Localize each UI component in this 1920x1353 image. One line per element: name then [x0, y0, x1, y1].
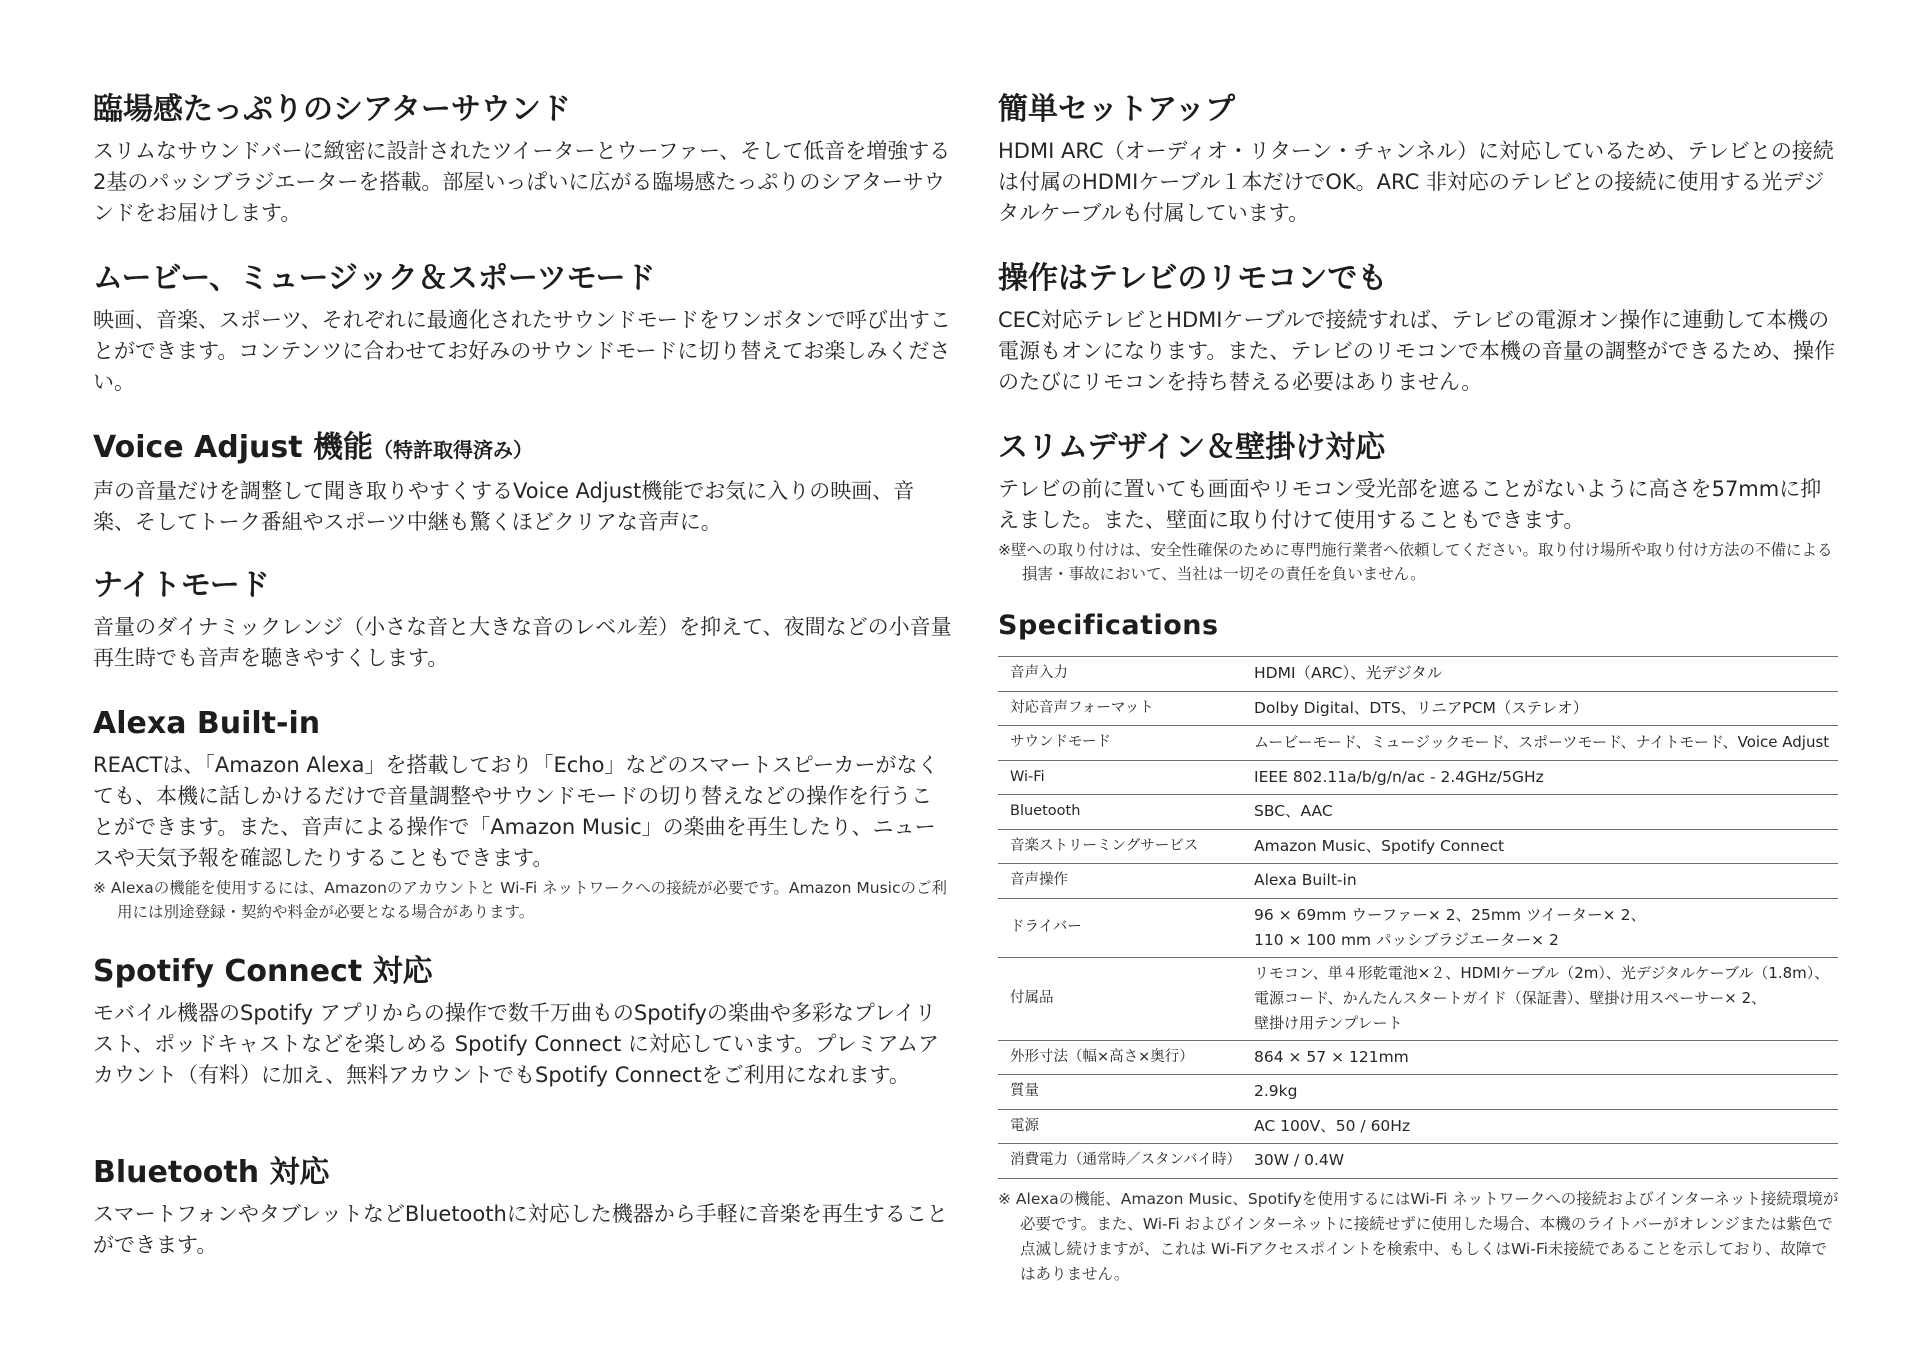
spec-key: 音楽ストリーミングサービス: [1010, 837, 1199, 854]
spec-key: 音声操作: [1010, 872, 1068, 889]
table-row: [998, 760, 1838, 795]
section-title-sub: （特許取得済み）: [373, 438, 534, 462]
section-alexa: [93, 704, 953, 924]
section-slim-design: [998, 428, 1840, 586]
spec-value: HDMI（ARC）、光デジタル: [1254, 664, 1443, 683]
section-easy-setup: [998, 90, 1840, 229]
spec-value: Alexa Built-in: [1254, 871, 1357, 890]
spec-value: SBC、AAC: [1254, 802, 1333, 821]
table-row: [998, 657, 1838, 692]
section-theater-sound: [93, 90, 953, 229]
section-title: Alexa Built-in: [93, 706, 321, 741]
table-row: [998, 829, 1838, 864]
section-body: モバイル機器のSpotify アプリからの操作で数千万曲ものSpotifyの楽曲や多彩なプレイリスト、ポッドキャストなどを楽しめる Spotify Connect に対応しています。プレミアムアカウント（有料）に加え、無料アカウントでもSpotify Connectをご利用になれます。: [93, 1001, 940, 1087]
spec-value-line: 110 × 100 mm パッシブラジエーター× 2: [1254, 930, 1559, 949]
table-row: [998, 1109, 1838, 1144]
section-body: 声の音量だけを調整して聞き取りやすくするVoice Adjust機能でお気に入りの映画、音楽、そしてトーク番組やスポーツ中継も驚くほどクリアな音声に。: [93, 479, 915, 534]
spec-key: 質量: [1010, 1083, 1039, 1100]
spec-value: Dolby Digital、DTS、リニアPCM（ステレオ）: [1254, 698, 1589, 717]
spec-value-line: 壁掛け用テンプレート: [1254, 1014, 1403, 1032]
spec-value: [1242, 898, 1838, 957]
specifications-title: Specifications: [998, 610, 1219, 641]
spec-key: 外形寸法（幅×高さ×奥行）: [1010, 1048, 1194, 1065]
section-title: [93, 428, 953, 470]
spec-key: ドライバー: [1010, 919, 1082, 935]
spec-key: 音声入力: [1010, 665, 1068, 682]
table-row: [998, 1075, 1838, 1110]
section-bluetooth: [93, 1153, 953, 1261]
section-tv-remote: [998, 259, 1840, 398]
section-sound-modes: [93, 259, 953, 398]
spec-key: 消費電力（通常時／スタンバイ時）: [1010, 1152, 1241, 1169]
spec-key: 付属品: [1010, 990, 1054, 1006]
spec-value: 2.9kg: [1254, 1082, 1298, 1101]
spec-value: IEEE 802.11a/b/g/n/ac - 2.4GHz/5GHz: [1254, 767, 1544, 786]
section-title-main: Voice Adjust 機能: [93, 430, 374, 465]
table-row: [998, 898, 1838, 957]
section-body: HDMI ARC（オーディオ・リターン・チャンネル）に対応しているため、テレビとの接続は付属のHDMIケーブル１本だけでOK。ARC 非対応のテレビとの接続に使用する光デジタルケーブルも付属しています。: [998, 139, 1834, 225]
spec-value-line: リモコン、単４形乾電池×２、HDMIケーブル（2m）、光デジタルケーブル（1.8m）、: [1254, 964, 1830, 982]
table-row: [998, 1144, 1838, 1179]
section-night-mode: [93, 566, 953, 674]
section-note: ※ Alexaの機能を使用するには、Amazonのアカウントと Wi-Fi ネットワークへの接続が必要です。Amazon Musicのご利用には別途登録・契約や料金が必要となる場合があります。: [93, 879, 948, 921]
spec-value: ムービーモード、ミュージックモード、スポーツモード、ナイトモード、Voice Adjust: [1254, 733, 1830, 752]
section-title: Bluetooth 対応: [93, 1155, 330, 1190]
section-title: ムービー、ミュージック＆スポーツモード: [93, 261, 656, 296]
section-body: テレビの前に置いても画面やリモコン受光部を遮ることがないように高さを57mmに抑えました。また、壁面に取り付けて使用することもできます。: [998, 477, 1822, 532]
table-row: [998, 957, 1838, 1040]
section-spotify: [93, 952, 953, 1091]
spec-value: [1242, 957, 1838, 1040]
table-row: [998, 691, 1838, 726]
spec-value: 864 × 57 × 121mm: [1254, 1047, 1409, 1066]
spec-value: Amazon Music、Spotify Connect: [1254, 836, 1505, 855]
spec-key: Bluetooth: [1010, 803, 1081, 820]
section-title: ナイトモード: [93, 568, 270, 603]
section-title: 臨場感たっぷりのシアターサウンド: [93, 92, 571, 127]
section-body: 映画、音楽、スポーツ、それぞれに最適化されたサウンドモードをワンボタンで呼び出すことができます。コンテンツに合わせてお好みのサウンドモードに切り替えてお楽しみください。: [93, 308, 951, 394]
section-note: ※壁への取り付けは、安全性確保のために専門施行業者へ依頼してください。取り付け場所や取り付け方法の不備による損害・事故において、当社は一切その責任を負いません。: [998, 541, 1833, 583]
section-body: CEC対応テレビとHDMIケーブルで接続すれば、テレビの電源オン操作に連動して本機の電源もオンになります。また、テレビのリモコンで本機の音量の調整ができるため、操作のたびにリモコンを持ち替える必要はありません。: [998, 308, 1836, 394]
section-title: 簡単セットアップ: [998, 92, 1235, 127]
section-body: REACTは、「Amazon Alexa」を搭載しており「Echo」などのスマートスピーカーがなくても、本機に話しかけるだけで音量調整やサウンドモードの切り替えなどの操作を行うことができます。また、音声による操作で「Amazon Music」の楽曲を再生したり、ニュースや天気予報を確認したりすることもできます。: [93, 753, 939, 870]
spec-key: 対応音声フォーマット: [1010, 699, 1154, 716]
spec-key: サウンドモード: [1010, 734, 1111, 751]
specifications-note: ※ Alexaの機能、Amazon Music、Spotifyを使用するにはWi-Fi ネットワークへの接続およびインターネット接続環境が必要です。また、Wi-Fi およびインターネットに接続せずに使用した場合、本機のライトバーがオレンジまたは紫色で点滅し続けますが、これは Wi-Fiアクセスポイントを検索中、もしくはWi-Fi未接続であることを示しており、故障ではありません。: [998, 1189, 1839, 1283]
section-body: 音量のダイナミックレンジ（小さな音と大きな音のレベル差）を抑えて、夜間などの小音量再生時でも音声を聴きやすくします。: [93, 615, 952, 670]
section-body: スマートフォンやタブレットなどBluetoothに対応した機器から手軽に音楽を再生することができます。: [93, 1202, 948, 1257]
section-body: スリムなサウンドバーに緻密に設計されたツイーターとウーファー、そして低音を増強する2基のパッシブラジエーターを搭載。部屋いっぱいに広がる臨場感たっぷりのシアターサウンドをお届けします。: [93, 139, 951, 225]
spec-value-line: 96 × 69mm ウーファー× 2、25mm ツイーター× 2、: [1254, 905, 1646, 924]
section-title: スリムデザイン＆壁掛け対応: [998, 430, 1386, 465]
table-row: [998, 1040, 1838, 1075]
specifications-table: [998, 656, 1838, 1179]
specifications: [998, 608, 1840, 1287]
spec-value-line: 電源コード、かんたんスタートガイド（保証書）、壁掛け用スペーサー× 2、: [1254, 989, 1767, 1007]
spec-value: 30W / 0.4W: [1254, 1151, 1345, 1170]
section-voice-adjust: [93, 428, 953, 538]
table-row: [998, 864, 1838, 899]
spec-key: Wi-Fi: [1010, 768, 1045, 785]
section-title: 操作はテレビのリモコンでも: [998, 261, 1388, 296]
table-row: [998, 726, 1838, 761]
section-title: Spotify Connect 対応: [93, 954, 433, 989]
table-row: [998, 795, 1838, 830]
spec-value: AC 100V、50 / 60Hz: [1254, 1116, 1411, 1135]
spec-key: 電源: [1010, 1117, 1039, 1134]
